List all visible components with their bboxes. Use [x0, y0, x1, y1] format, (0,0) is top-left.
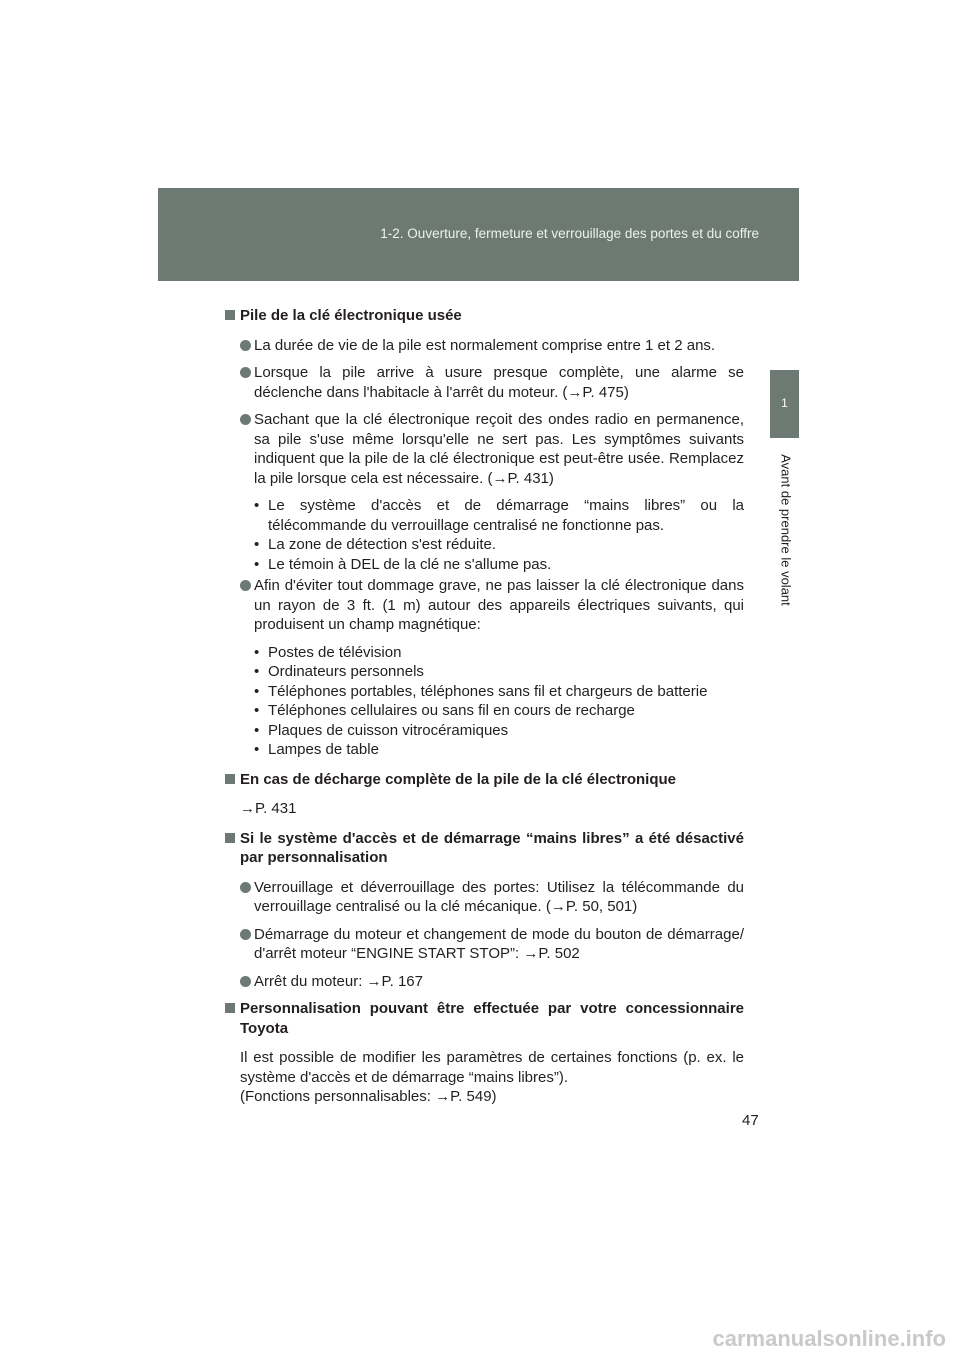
bullet-item: Sachant que la clé électronique reçoit des ondes radio en permanence, sa pile s'use même lorsqu'elle ne sert pas. Les symptômes suivants indiquent que la pile de la clé électronique est peut-être usée. Remplacez la pile lorsque cela est nécessaire. (→P. 431)	[240, 410, 744, 488]
list-item: • Le système d'accès et de démarrage “mains libres” ou la télécommande du verrouillage centralisé ne fonctionne pas.	[254, 496, 744, 535]
bullet-item: Arrêt du moteur: →P. 167	[240, 972, 744, 992]
list-item: • Téléphones cellulaires ou sans fil en cours de recharge	[254, 701, 744, 721]
list-item: • Postes de télévision	[254, 643, 744, 663]
list-item: • La zone de détection s'est réduite.	[254, 535, 744, 555]
appliance-list	[254, 643, 744, 760]
page-content	[224, 306, 744, 1117]
list-item: • Ordinateurs personnels	[254, 662, 744, 682]
bullet-item: Afin d'éviter tout dommage grave, ne pas laisser la clé électronique dans un rayon de 3 ft. (1 m) autour des appareils électriques suivants, qui produisent un champ magnétique:	[240, 576, 744, 635]
page-reference: →P. 431	[240, 800, 297, 817]
section-heading: Si le système d'accès et de démarrage “mains libres” a été désactivé par personnalisation	[224, 829, 744, 868]
page-number: 47	[742, 1112, 759, 1129]
section-heading: Pile de la clé électronique usée	[224, 306, 744, 326]
symptom-list	[254, 496, 744, 574]
bullet-item: La durée de vie de la pile est normalement comprise entre 1 et 2 ans.	[240, 336, 744, 356]
bullet-item: Verrouillage et déverrouillage des portes: Utilisez la télécommande du verrouillage centralisé ou la clé mécanique. (→P. 50, 501)	[240, 878, 744, 917]
paragraph: (Fonctions personnalisables: →P. 549)	[240, 1088, 497, 1105]
list-item: • Le témoin à DEL de la clé ne s'allume pas.	[254, 555, 744, 575]
chapter-tab: 1	[770, 370, 799, 438]
section-heading: Personnalisation pouvant être effectuée par votre concessionnaire Toyota	[224, 999, 744, 1038]
list-item: • Lampes de table	[254, 740, 744, 760]
watermark: carmanualsonline.info	[712, 1326, 946, 1351]
list-item: • Téléphones portables, téléphones sans fil et chargeurs de batterie	[254, 682, 744, 702]
list-item: • Plaques de cuisson vitrocéramiques	[254, 721, 744, 741]
section-header-bar	[158, 188, 799, 281]
section-heading: En cas de décharge complète de la pile de la clé électronique	[224, 770, 744, 790]
chapter-label: Avant de prendre le volant	[778, 454, 794, 606]
section-title: 1-2. Ouverture, fermeture et verrouillage des portes et du coffre	[380, 226, 759, 241]
bullet-item: Démarrage du moteur et changement de mode du bouton de démarrage/ d'arrêt moteur “ENGINE START STOP”: →P. 502	[240, 925, 744, 964]
paragraph: Il est possible de modifier les paramètres de certaines fonctions (p. ex. le système d'accès et de démarrage “mains libres”).	[240, 1049, 744, 1086]
bullet-item: Lorsque la pile arrive à usure presque complète, une alarme se déclenche dans l'habitacle à l'arrêt du moteur. (→P. 475)	[240, 363, 744, 402]
